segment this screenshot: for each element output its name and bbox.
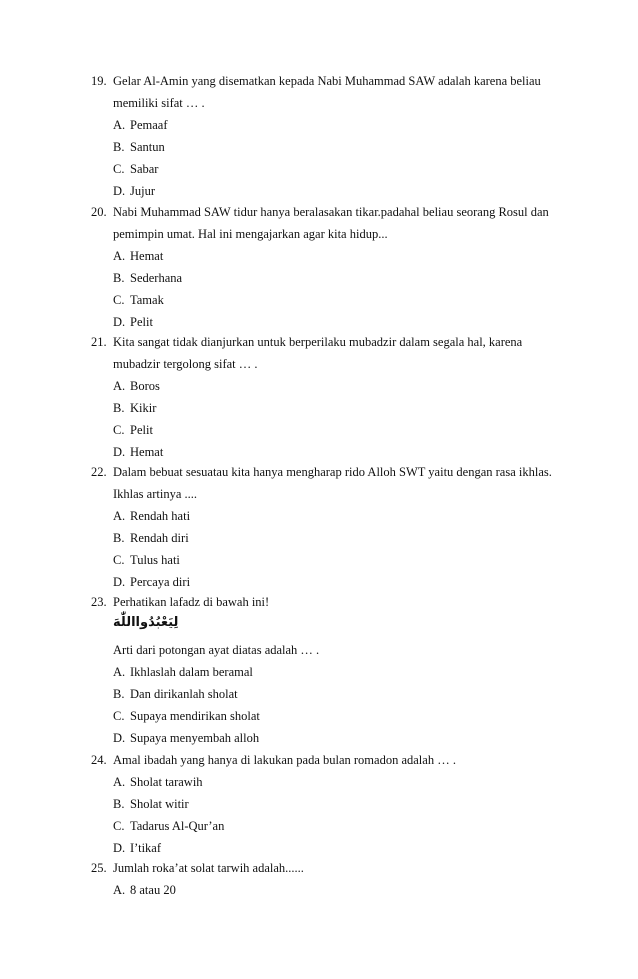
option-letter: C. bbox=[113, 553, 125, 567]
option-d bbox=[113, 575, 190, 590]
option-letter: C. bbox=[113, 162, 125, 176]
option-d bbox=[113, 841, 161, 856]
option-text: 8 atau 20 bbox=[130, 883, 176, 897]
option-text: Tulus hati bbox=[130, 553, 180, 567]
option-text: Supaya menyembah alloh bbox=[130, 731, 260, 745]
question-text: pemimpin umat. Hal ini mengajarkan agar kita hidup... bbox=[113, 227, 388, 241]
option-a bbox=[113, 509, 190, 524]
option-text: Hemat bbox=[130, 249, 164, 263]
option-b bbox=[113, 271, 182, 286]
option-letter: A. bbox=[113, 379, 126, 393]
question-number: 24. bbox=[91, 753, 107, 767]
option-b bbox=[113, 401, 156, 416]
option-a bbox=[113, 118, 167, 133]
option-text: Sederhana bbox=[130, 271, 183, 285]
question-number: 22. bbox=[91, 465, 107, 479]
option-letter: B. bbox=[113, 271, 125, 285]
option-letter: D. bbox=[113, 841, 126, 855]
question-text: Nabi Muhammad SAW tidur hanya beralasakan tikar.padahal beliau seorang Rosul dan bbox=[113, 205, 549, 219]
option-letter: D. bbox=[113, 445, 126, 459]
option-c bbox=[113, 819, 224, 834]
question-text: Gelar Al-Amin yang disematkan kepada Nabi Muhammad SAW adalah karena beliau bbox=[113, 74, 541, 88]
option-letter: B. bbox=[113, 140, 125, 154]
question-number: 21. bbox=[91, 335, 107, 349]
option-a bbox=[113, 665, 253, 680]
option-text: Pelit bbox=[130, 315, 153, 329]
question-text: Jumlah roka’at solat tarwih adalah...... bbox=[113, 861, 304, 875]
option-letter: D. bbox=[113, 575, 126, 589]
question-text: Ikhlas artinya .... bbox=[113, 487, 198, 501]
option-c bbox=[113, 423, 153, 438]
option-letter: D. bbox=[113, 315, 126, 329]
option-letter: C. bbox=[113, 819, 125, 833]
option-text: Rendah hati bbox=[130, 509, 191, 523]
option-text: Sholat witir bbox=[130, 797, 189, 811]
option-letter: B. bbox=[113, 401, 125, 415]
option-text: Boros bbox=[130, 379, 160, 393]
option-a bbox=[113, 379, 160, 394]
question-text: Kita sangat tidak dianjurkan untuk berperilaku mubadzir dalam segala hal, karena bbox=[113, 335, 523, 349]
option-a bbox=[113, 249, 163, 264]
option-letter: A. bbox=[113, 775, 126, 789]
option-letter: C. bbox=[113, 293, 125, 307]
option-letter: D. bbox=[113, 184, 126, 198]
option-a bbox=[113, 883, 176, 898]
option-c bbox=[113, 553, 180, 568]
option-letter: B. bbox=[113, 797, 125, 811]
option-text: Sholat tarawih bbox=[130, 775, 203, 789]
option-c bbox=[113, 162, 158, 177]
option-text: Rendah diri bbox=[130, 531, 189, 545]
option-letter: C. bbox=[113, 709, 125, 723]
option-a bbox=[113, 775, 203, 790]
option-b bbox=[113, 797, 189, 812]
question-number: 23. bbox=[91, 595, 107, 609]
option-text: Pemaaf bbox=[130, 118, 168, 132]
option-b bbox=[113, 687, 238, 702]
option-text: Pelit bbox=[130, 423, 153, 437]
option-text: Tadarus Al-Qur’an bbox=[130, 819, 225, 833]
option-text: Dan dirikanlah sholat bbox=[130, 687, 238, 701]
option-text: Tamak bbox=[130, 293, 164, 307]
option-letter: A. bbox=[113, 118, 126, 132]
question-text: memiliki sifat … . bbox=[113, 96, 205, 110]
question-followup-text: Arti dari potongan ayat diatas adalah … . bbox=[113, 643, 320, 657]
option-text: Kikir bbox=[130, 401, 157, 415]
option-text: Supaya mendirikan sholat bbox=[130, 709, 260, 723]
option-letter: C. bbox=[113, 423, 125, 437]
option-letter: B. bbox=[113, 531, 125, 545]
option-text: Hemat bbox=[130, 445, 164, 459]
question-number: 25. bbox=[91, 861, 107, 875]
option-text: Santun bbox=[130, 140, 165, 154]
option-text: Sabar bbox=[130, 162, 159, 176]
option-b bbox=[113, 140, 165, 155]
question-text: Perhatikan lafadz di bawah ini! bbox=[113, 595, 270, 609]
option-letter: A. bbox=[113, 249, 126, 263]
option-d bbox=[113, 445, 163, 460]
option-d bbox=[113, 315, 153, 330]
option-text: Percaya diri bbox=[130, 575, 191, 589]
option-b bbox=[113, 531, 189, 546]
option-letter: B. bbox=[113, 687, 125, 701]
option-d bbox=[113, 731, 259, 746]
option-letter: A. bbox=[113, 665, 126, 679]
question-number: 20. bbox=[91, 205, 107, 219]
option-text: Ikhlaslah dalam beramal bbox=[130, 665, 253, 679]
option-letter: A. bbox=[113, 509, 126, 523]
question-text: mubadzir tergolong sifat … . bbox=[113, 357, 258, 371]
option-c bbox=[113, 709, 260, 724]
question-number: 19. bbox=[91, 74, 107, 88]
option-letter: A. bbox=[113, 883, 126, 897]
question-text: Amal ibadah yang hanya di lakukan pada bulan romadon adalah … . bbox=[113, 753, 456, 767]
option-text: Jujur bbox=[130, 184, 155, 198]
option-text: I’tikaf bbox=[130, 841, 162, 855]
option-d bbox=[113, 184, 155, 199]
option-letter: D. bbox=[113, 731, 126, 745]
question-text: Dalam bebuat sesuatau kita hanya mengharap rido Alloh SWT yaitu dengan rasa ikhlas. bbox=[113, 465, 552, 479]
arabic-lafadz: لِيَعْبُدُوااللّٰهَ bbox=[113, 615, 179, 630]
option-c bbox=[113, 293, 164, 308]
